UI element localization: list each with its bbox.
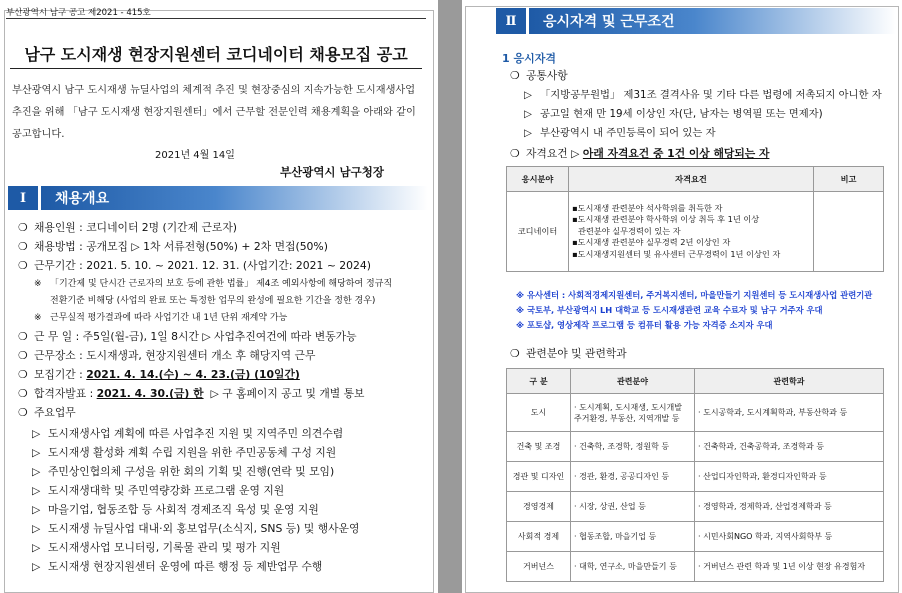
- arrow-icon: ▷: [32, 541, 41, 554]
- field-cell: · 협동조합, 마을기업 등: [571, 522, 695, 552]
- duty-item: [32, 424, 359, 443]
- arrow-icon: ▷: [524, 108, 532, 120]
- bullet-icon: ❍: [510, 69, 520, 82]
- intro-paragraph: 부산광역시 남구 도시재생 뉴딜사업의 체계적 추진 및 현장중심의 지속가능한 도시재생사업 추진을 위해 「남구 도시재생 현장지원센터」에서 근무할 전문인력 채용계획을 아래와 같이 공고합니다.: [12, 85, 416, 140]
- table-row: [507, 462, 884, 492]
- bullet-icon: ❍: [18, 221, 28, 234]
- related-fields-table: [506, 368, 884, 582]
- list-item: [18, 237, 371, 256]
- issuer-name: 부산광역시 남구청장: [280, 165, 384, 179]
- document-title: [10, 42, 422, 65]
- preference-note: ※ 포토샵, 영상제작 프로그램 등 컴퓨터 활용 가능 자격증 소지자 우대: [516, 320, 773, 330]
- document-page-left: [0, 0, 438, 593]
- subsection-qualification: 1 응시자격: [502, 52, 556, 65]
- bullet-icon: ❍: [510, 347, 520, 360]
- note-item: [34, 276, 392, 293]
- common-item: [524, 86, 882, 105]
- common-requirements: [510, 66, 568, 85]
- list-item: [18, 256, 371, 275]
- recruit-period: 2021. 4. 14.(수) ~ 4. 23.(금) (10일간): [86, 368, 300, 381]
- arrow-icon: ▷: [32, 560, 41, 573]
- field-cell: · 대학, 연구소, 마을만들기 등: [571, 552, 695, 582]
- field-cell: · 시장, 상권, 산업 등: [571, 492, 695, 522]
- table-row: [507, 522, 884, 552]
- category-cell: 사회적 경제: [507, 522, 571, 552]
- preference-note: ※ 국토부, 부산광역시 LH 대학교 등 도시재생관련 교육 수료자 및 남구 거주자 우대: [516, 305, 823, 315]
- qualification-emphasis: 아래 자격요건 중 1건 이상 해당되는 자: [582, 147, 770, 160]
- bullet-icon: ❍: [18, 368, 28, 381]
- duty-item: [32, 443, 359, 462]
- section-number: Ⅰ: [8, 186, 38, 210]
- bullet-icon: ❍: [510, 147, 520, 160]
- field-cell: · 경관, 환경, 공공디자인 등: [571, 462, 695, 492]
- document-title-text: 남구 도시재생 현장지원센터 코디네이터 채용모집 공고: [24, 45, 408, 64]
- duty-item: [32, 500, 359, 519]
- title-rule: [10, 68, 422, 69]
- list-item: [18, 327, 365, 346]
- column-header: 자격요건: [569, 167, 814, 192]
- category-cell: 거버넌스: [507, 552, 571, 582]
- header-rule: [6, 18, 426, 19]
- recruit-label: 모집기간 :: [34, 368, 87, 381]
- overview-list-2: [18, 327, 365, 422]
- table-row: [507, 394, 884, 432]
- department-cell: · 거버넌스 관련 학과 및 1년 이상 현장 유경험자: [695, 552, 884, 582]
- duty-text: 마을기업, 협동조합 등 사회적 경제조직 육성 및 운영 지원: [48, 503, 319, 516]
- common-text: 「지방공무원법」 제31조 결격사유 및 기타 다른 법령에 저촉되지 아니한 자: [540, 89, 882, 101]
- requirements-cell: [569, 192, 814, 272]
- list-item: [18, 218, 371, 237]
- table-header-row: [507, 369, 884, 394]
- note-text: 전환기준 비해당 (사업의 완료 또는 특정한 업무의 완성에 필요한 기간을 정한 경우): [50, 296, 376, 306]
- arrow-icon: ▷: [32, 427, 41, 440]
- arrow-icon: ▷: [32, 522, 41, 535]
- table-row: [507, 192, 884, 272]
- arrow-icon: ▷: [524, 89, 532, 101]
- category-cell: 경영경제: [507, 492, 571, 522]
- requirement-line: ▪도시재생 관련분야 실무경력 2년 이상인 자: [572, 237, 731, 248]
- duty-text: 도시재생사업 모니터링, 기록물 관리 및 평가 지원: [48, 541, 281, 554]
- arrow-icon: ▷: [32, 465, 41, 478]
- table-row: [507, 552, 884, 582]
- duty-item: [32, 557, 359, 576]
- qualification-table: [506, 166, 884, 272]
- list-item-text: 채용방법 : 공개모집 ▷ 1차 서류전형(50%) + 2차 면접(50%): [34, 240, 328, 253]
- bullet-icon: ❍: [18, 349, 28, 362]
- duty-text: 도시재생 뉴딜사업 대내·외 홍보업무(소식지, SNS 등) 및 행사운영: [48, 522, 360, 535]
- requirement-line: ▪도시재생 관련분야 학사학위 이상 취득 후 1년 이상: [572, 214, 760, 225]
- requirement-line: ▪도시재생 관련분야 석사학위를 취득한 자: [572, 202, 723, 213]
- department-cell: · 도시공학과, 도시계획학과, 부동산학과 등: [695, 394, 884, 432]
- department-cell: · 시민사회NGO 학과, 지역사회학부 등: [695, 522, 884, 552]
- announce-item: [18, 384, 365, 403]
- bullet-icon: ❍: [18, 387, 28, 400]
- bullet-icon: ❍: [18, 406, 28, 419]
- common-item: [524, 105, 882, 124]
- recruit-period-item: [18, 365, 365, 384]
- note-text: 근무실적 평가결과에 따라 사업기간 내 1년 단위 재계약 가능: [50, 313, 288, 323]
- column-header: 응시분야: [507, 167, 569, 192]
- related-fields-item: [510, 344, 627, 363]
- duty-text: 도시재생대학 및 주민역량강화 프로그램 운영 지원: [48, 484, 285, 497]
- note-mark-icon: ※: [34, 279, 42, 289]
- notice-number: 부산광역시 남구 공고 제2021 - 415호: [6, 8, 151, 18]
- announce-method: ▷ 구 홈페이지 공고 및 개별 통보: [210, 387, 365, 400]
- document-page-right: [462, 0, 902, 593]
- duty-text: 주민상인협의체 구성을 위한 회의 기획 및 진행(연락 및 모임): [48, 465, 335, 478]
- duty-text: 도시재생사업 계획에 따른 사업추진 지원 및 지역주민 의견수렴: [48, 427, 344, 440]
- department-cell: · 산업디자인학과, 환경디자인학과 등: [695, 462, 884, 492]
- notes-list: [34, 276, 392, 327]
- requirement-line: 관련분야 실무경력이 있는 자: [578, 225, 681, 236]
- notice-header: [6, 6, 428, 18]
- duty-text: 도시재생 현장지원센터 운영에 따른 행정 등 제반업무 수행: [48, 560, 323, 573]
- bullet-icon: ❍: [18, 240, 28, 253]
- section-number: Ⅱ: [496, 8, 526, 34]
- category-cell: 건축 및 조경: [507, 432, 571, 462]
- note-item: [34, 293, 392, 310]
- column-header: 관련분야: [571, 369, 695, 394]
- arrow-icon: ▷: [32, 484, 41, 497]
- column-header: 관련학과: [695, 369, 884, 394]
- section-title: 응시자격 및 근무조건: [529, 8, 896, 34]
- duties-item: [18, 403, 365, 422]
- department-cell: · 경영학과, 경제학과, 산업경제학과 등: [695, 492, 884, 522]
- field-cell: · 도시계획, 도시재생, 도시개발 주거환경, 부동산, 지역개발 등: [571, 394, 695, 432]
- section-header-2: [496, 8, 896, 34]
- duty-item: [32, 481, 359, 500]
- duty-text: 도시재생 활성화 계획 수립 지원을 위한 주민공동체 구성 지원: [48, 446, 337, 459]
- list-item-text: 근무기간 : 2021. 5. 10. ~ 2021. 12. 31. (사업기간: 2021 ~ 2024): [34, 259, 372, 272]
- field-cell: 코디네이터: [507, 192, 569, 272]
- department-cell: · 건축학과, 건축공학과, 조경학과 등: [695, 432, 884, 462]
- table-row: [507, 492, 884, 522]
- duty-item: [32, 519, 359, 538]
- overview-list: [18, 218, 371, 275]
- related-label: 관련분야 및 관련학과: [526, 347, 627, 360]
- common-list: [524, 86, 882, 143]
- list-item-text: 근무장소 : 도시재생과, 현장지원센터 개소 후 해당지역 근무: [34, 349, 316, 362]
- bullet-icon: ❍: [18, 259, 28, 272]
- note-mark-icon: ※: [34, 313, 42, 323]
- section-title: 채용개요: [41, 186, 428, 210]
- list-item: [18, 346, 365, 365]
- table-header-row: [507, 167, 884, 192]
- common-label: 공통사항: [526, 69, 568, 82]
- notice-date: 2021년 4월 14일: [155, 150, 235, 161]
- category-cell: 도시: [507, 394, 571, 432]
- requirement-line: ▪도시재생지원센터 및 유사센터 근무경력이 1년 이상인 자: [572, 248, 781, 259]
- common-text: 부산광역시 내 주민등록이 되어 있는 자: [540, 127, 716, 139]
- arrow-icon: ▷: [32, 446, 41, 459]
- arrow-icon: ▷: [32, 503, 41, 516]
- duties-label: 주요업무: [34, 406, 76, 419]
- list-item-text: 채용인원 : 코디네이터 2명 (기간제 근로자): [34, 221, 237, 234]
- preference-notes: [516, 288, 872, 333]
- column-header: 구 분: [507, 369, 571, 394]
- duty-item: [32, 462, 359, 481]
- section-header-1: [8, 186, 428, 210]
- list-item-text: 근 무 일 : 주5일(월-금), 1일 8시간 ▷ 사업추진여건에 따라 변동가능: [34, 330, 357, 343]
- qualification-label: 자격요건 ▷: [526, 147, 583, 160]
- arrow-icon: ▷: [524, 127, 532, 139]
- category-cell: 경관 및 디자인: [507, 462, 571, 492]
- note-item: [34, 310, 392, 327]
- common-item: [524, 124, 882, 143]
- duty-item: [32, 538, 359, 557]
- note-text: 「기간제 및 단시간 근로자의 보호 등에 관한 법률」 제4조 예외사항에 해당하여 정규직: [50, 279, 393, 289]
- qualification-requirement: [510, 144, 769, 163]
- common-label-item: [510, 66, 568, 85]
- announce-date: 2021. 4. 30.(금) 한: [96, 387, 204, 400]
- announce-label: 합격자발표 :: [34, 387, 97, 400]
- common-text: 공고일 현재 만 19세 이상인 자(단, 남자는 병역필 또는 면제자): [540, 108, 823, 120]
- bullet-icon: ❍: [18, 330, 28, 343]
- note-cell: [814, 192, 884, 272]
- duties-list: [32, 424, 359, 576]
- field-cell: · 건축학, 조경학, 정원학 등: [571, 432, 695, 462]
- preference-note: ※ 유사센터 : 사회적경제지원센터, 주거복지센터, 마을만들기 지원센터 등 도시재생사업 관련기관: [516, 290, 873, 300]
- table-row: [507, 432, 884, 462]
- column-header: 비고: [814, 167, 884, 192]
